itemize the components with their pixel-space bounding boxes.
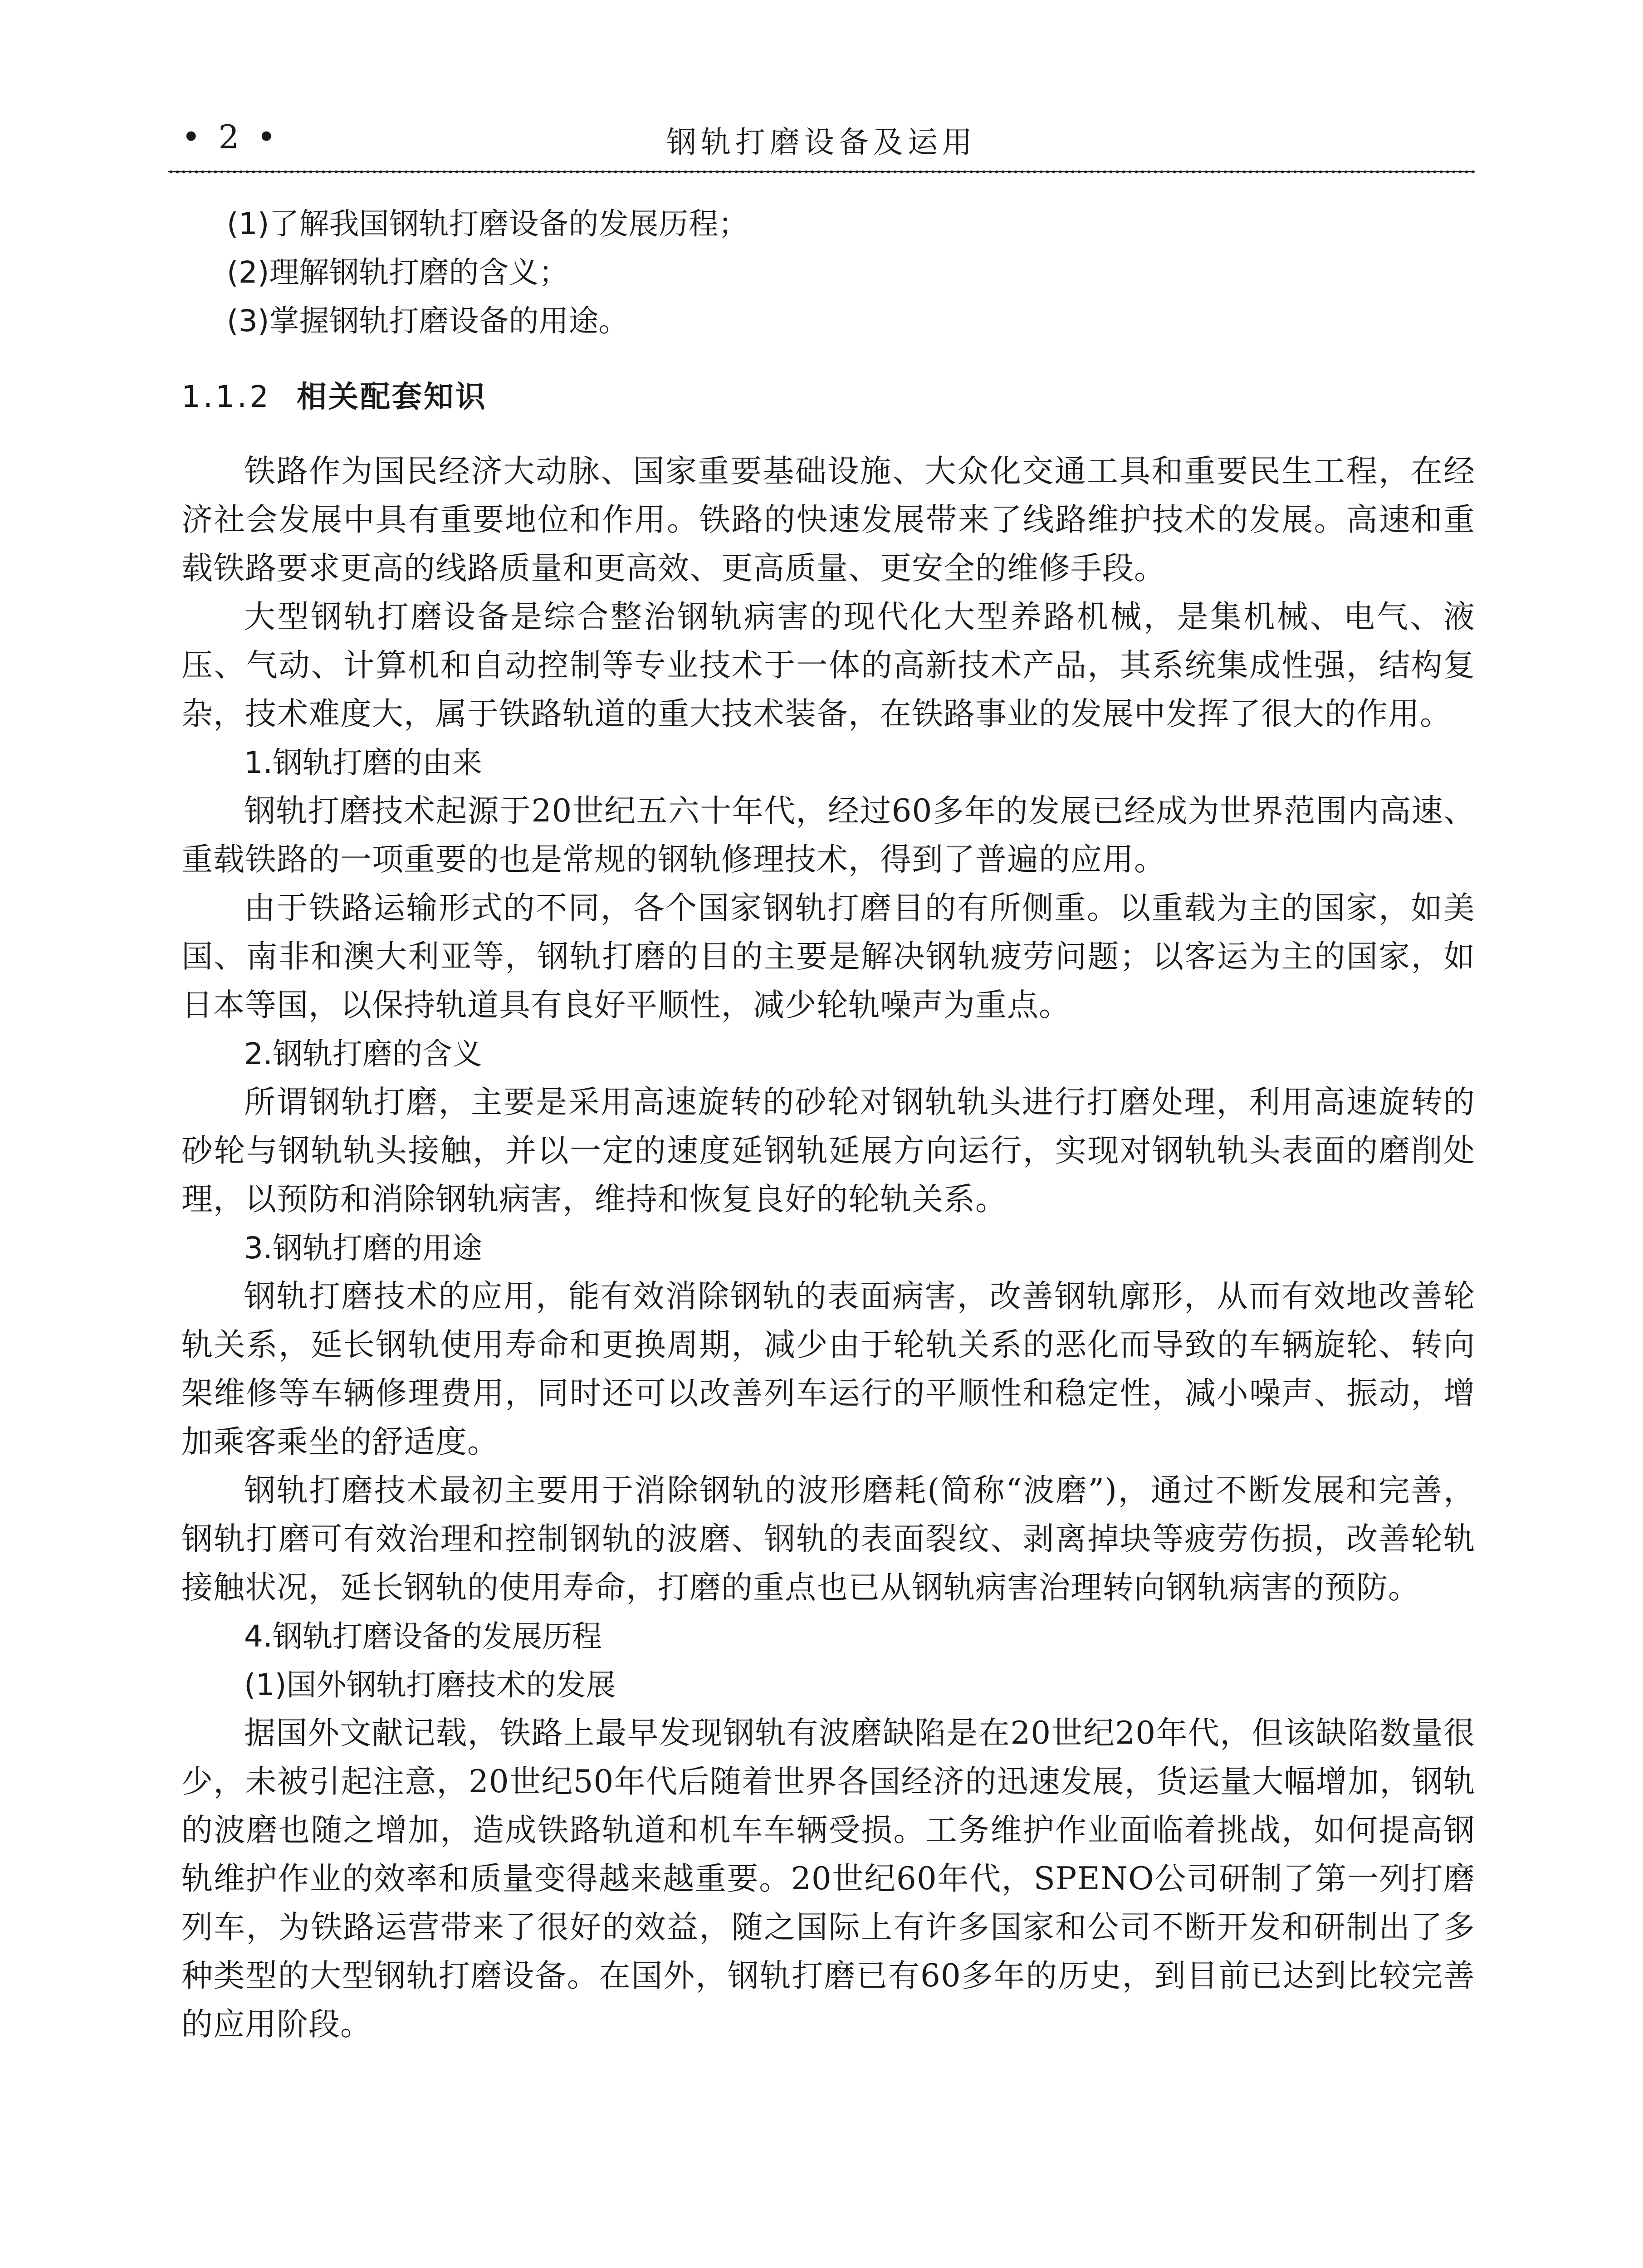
objective-item: (3)掌握钢轨打磨设备的用途。 bbox=[227, 303, 629, 338]
paragraph: 钢轨打磨技术的应用，能有效消除钢轨的表面病害，改善钢轨廓形，从而有效地改善轮轨关系，延长钢轨使用寿命和更换周期，减少由于轮轨关系的恶化而导致的车辆旋轮、转向架维修等车辆修理费用，同时还可以改善列车运行的平顺性和稳定性，减小噪声、振动，增加乘客乘坐的舒适度。 bbox=[181, 1278, 1475, 1460]
page-header bbox=[181, 113, 1462, 172]
section-heading bbox=[181, 372, 1475, 415]
paragraph: 钢轨打磨技术起源于20世纪五六十年代，经过60多年的发展已经成为世界范围内高速、重载铁路的一项重要的也是常规的钢轨修理技术，得到了普遍的应用。 bbox=[181, 793, 1475, 878]
paragraph: 由于铁路运输形式的不同，各个国家钢轨打磨目的有所侧重。以重载为主的国家，如美国、南非和澳大利亚等，钢轨打磨的目的主要是解决钢轨疲劳问题；以客运为主的国家，如日本等国，以保持轨道具有良好平顺性，减少轮轨噪声为重点。 bbox=[181, 890, 1475, 1023]
subsection-title: 1.钢轨打磨的由来 bbox=[244, 745, 482, 780]
paragraph: 铁路作为国民经济大动脉、国家重要基础设施、大众化交通工具和重要民生工程，在经济社会发展中具有重要地位和作用。铁路的快速发展带来了线路维护技术的发展。高速和重载铁路要求更高的线路质量和更高效、更高质量、更安全的维修手段。 bbox=[181, 453, 1475, 587]
paragraph: 钢轨打磨技术最初主要用于消除钢轨的波形磨耗(简称“波磨”)，通过不断发展和完善，钢轨打磨可有效治理和控制钢轨的波磨、钢轨的表面裂纹、剥离掉块等疲劳伤损，改善轮轨接触状况，延长钢轨的使用寿命，打磨的重点也已从钢轨病害治理转向钢轨病害的预防。 bbox=[181, 1472, 1475, 1606]
subsection-title: 4.钢轨打磨设备的发展历程 bbox=[244, 1619, 602, 1654]
page-body bbox=[181, 200, 1475, 2049]
paragraph: 大型钢轨打磨设备是综合整治钢轨病害的现代化大型养路机械，是集机械、电气、液压、气动、计算机和自动控制等专业技术于一体的高新技术产品，其系统集成性强，结构复杂，技术难度大，属于铁路轨道的重大技术装备，在铁路事业的发展中发挥了很大的作用。 bbox=[181, 599, 1475, 732]
objective-item: (2)理解钢轨打磨的含义； bbox=[227, 255, 569, 290]
subsection-subtitle: (1)国外钢轨打磨技术的发展 bbox=[244, 1667, 616, 1702]
subsection-title: 2.钢轨打磨的含义 bbox=[244, 1036, 482, 1071]
page-number: • 2 • bbox=[181, 118, 280, 156]
paragraph: 据国外文献记载，铁路上最早发现钢轨有波磨缺陷是在20世纪20年代，但该缺陷数量很少，未被引起注意，20世纪50年代后随着世界各国经济的迅速发展，货运量大幅增加，钢轨的波磨也随之增加，造成铁路轨道和机车车辆受损。工务维护作业面临着挑战，如何提高钢轨维护作业的效率和质量变得越来越重要。20世纪60年代，SPENO公司研制了第一列打磨列车，为铁路运营带来了很好的效益，随之国际上有许多国家和公司不断开发和研制出了多种类型的大型钢轨打磨设备。在国外，钢轨打磨已有60多年的历史，到目前已达到比较完善的应用阶段。 bbox=[181, 1715, 1475, 2043]
subsection-title: 3.钢轨打磨的用途 bbox=[244, 1231, 482, 1266]
paragraph: 所谓钢轨打磨，主要是采用高速旋转的砂轮对钢轨轨头进行打磨处理，利用高速旋转的砂轮与钢轨轨头接触，并以一定的速度延钢轨延展方向运行，实现对钢轨轨头表面的磨削处理，以预防和消除钢轨病害，维持和恢复良好的轮轨关系。 bbox=[181, 1084, 1475, 1217]
objective-item: (1)了解我国钢轨打磨设备的发展历程； bbox=[227, 206, 748, 241]
header-divider bbox=[168, 169, 1475, 175]
running-title: 钢轨打磨设备及运用 bbox=[666, 125, 977, 160]
section-number: 1.1.2 bbox=[181, 379, 271, 414]
section-title: 相关配套知识 bbox=[296, 379, 487, 414]
